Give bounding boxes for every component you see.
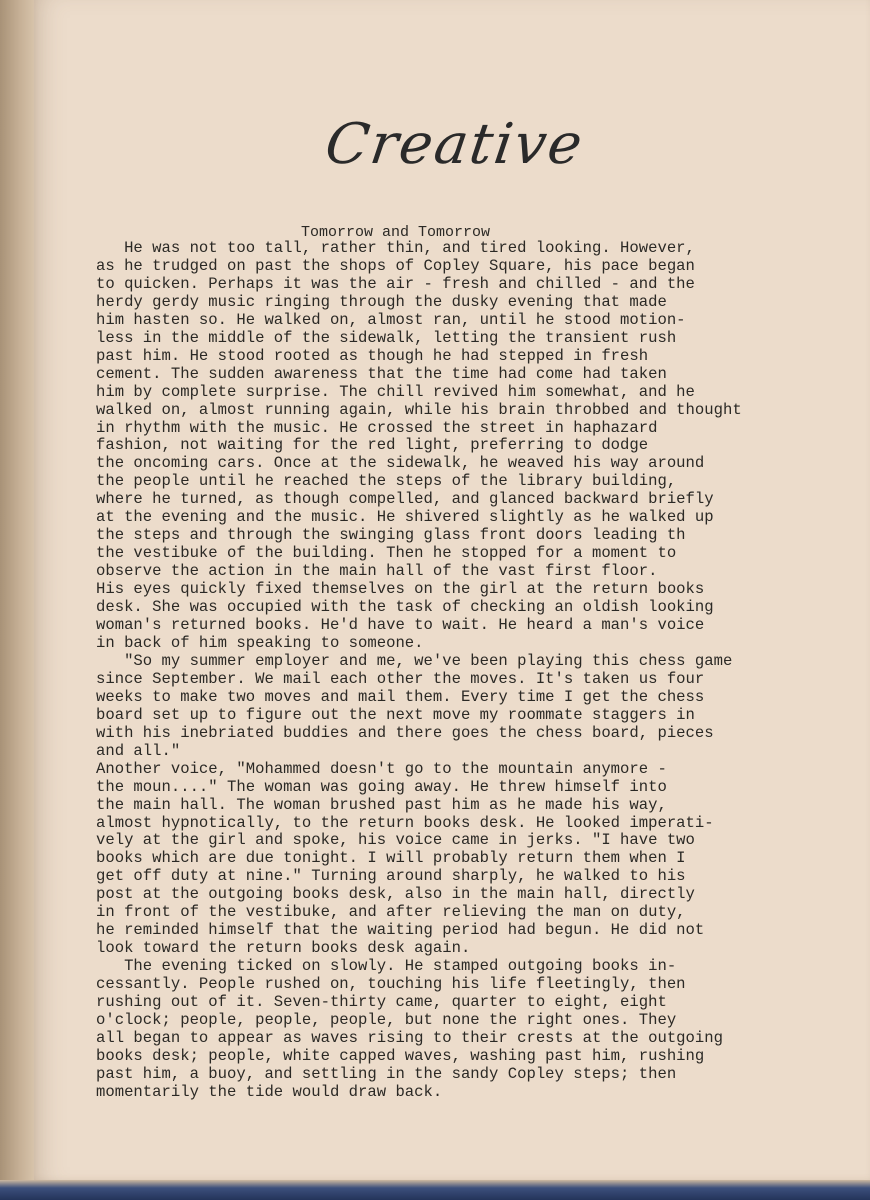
text-line: He was not too tall, rather thin, and tired looking. However,	[96, 239, 695, 257]
text-line: The evening ticked on slowly. He stamped outgoing books in-	[96, 957, 677, 976]
text-line: herdy gerdy music ringing through the dusky evening that made	[96, 292, 667, 311]
book-spine-edge	[0, 0, 36, 1200]
text-line: His eyes quickly fixed themselves on the girl at the return books	[96, 580, 705, 599]
text-line: vely at the girl and spoke, his voice came in jerks. "I have two	[96, 831, 695, 850]
text-line: woman's returned books. He'd have to wait. He heard a man's voice	[96, 616, 705, 635]
text-line: get off duty at nine." Turning around sharply, he walked to his	[96, 867, 686, 886]
text-line: to quicken. Perhaps it was the air - fresh and chilled - and the	[96, 274, 695, 293]
text-line: him hasten so. He walked on, almost ran, until he stood motion-	[96, 310, 686, 329]
text-line: look toward the return books desk again.	[96, 939, 471, 958]
text-line: and all."	[96, 741, 181, 760]
text-line: observe the action in the main hall of the vast first floor.	[96, 562, 658, 581]
text-line: in rhythm with the music. He crossed the street in haphazard	[96, 418, 658, 437]
story-title: Tomorrow and Tomorrow	[301, 224, 491, 241]
text-line: cessantly. People rushed on, touching his life fleetingly, then	[96, 975, 686, 994]
text-line: the vestibuke of the building. Then he stopped for a moment to	[96, 544, 677, 563]
text-line: board set up to figure out the next move my roommate staggers in	[96, 705, 695, 724]
section-heading: Creative	[321, 112, 588, 177]
text-line: where he turned, as though compelled, and glanced backward briefly	[96, 490, 714, 509]
text-line: the oncoming cars. Once at the sidewalk, he weaved his way around	[96, 454, 705, 473]
book-cover-bottom-edge	[0, 1180, 870, 1200]
text-line: walked on, almost running again, while his brain throbbed and thought	[96, 400, 742, 419]
text-line: Another voice, "Mohammed doesn't go to the mountain anymore -	[96, 759, 667, 778]
text-line: momentarily the tide would draw back.	[96, 1082, 443, 1101]
text-line: rushing out of it. Seven-thirty came, quarter to eight, eight	[96, 993, 667, 1012]
text-line: at the evening and the music. He shivered slightly as he walked up	[96, 508, 714, 527]
text-line: past him. He stood rooted as though he had stepped in fresh	[96, 346, 649, 365]
text-line: since September. We mail each other the moves. It's taken us four	[96, 669, 705, 688]
text-line: the steps and through the swinging glass front doors leading th	[96, 526, 686, 545]
text-line: the moun...." The woman was going away. He threw himself into	[96, 777, 667, 796]
text-line: less in the middle of the sidewalk, letting the transient rush	[96, 328, 677, 347]
text-line: books desk; people, white capped waves, washing past him, rushing	[96, 1046, 705, 1065]
text-line: with his inebriated buddies and there goes the chess board, pieces	[96, 723, 714, 742]
text-line: weeks to make two moves and mail them. Every time I get the chess	[96, 687, 705, 706]
text-line: books which are due tonight. I will probably return them when I	[96, 849, 686, 868]
text-line: past him, a buoy, and settling in the sandy Copley steps; then	[96, 1064, 677, 1083]
text-line: as he trudged on past the shops of Copley Square, his pace began	[96, 256, 695, 275]
text-line: "So my summer employer and me, we've been playing this chess game	[96, 651, 733, 670]
text-line: fashion, not waiting for the red light, preferring to dodge	[96, 436, 649, 455]
text-line: cement. The sudden awareness that the time had come had taken	[96, 364, 667, 383]
text-line: almost hypnotically, to the return books desk. He looked imperati-	[96, 813, 714, 832]
story-body	[96, 240, 846, 1102]
text-line: the people until he reached the steps of the library building,	[96, 472, 677, 491]
text-line: desk. She was occupied with the task of checking an oldish looking	[96, 598, 714, 617]
text-line: post at the outgoing books desk, also in the main hall, directly	[96, 885, 695, 904]
text-line: him by complete surprise. The chill revived him somewhat, and he	[96, 382, 695, 401]
text-line: in front of the vestibuke, and after relieving the man on duty,	[96, 903, 686, 922]
text-line: he reminded himself that the waiting period had begun. He did not	[96, 921, 705, 940]
text-line: in back of him speaking to someone.	[96, 633, 424, 652]
text-line: the main hall. The woman brushed past him as he made his way,	[96, 795, 667, 814]
text-line: all began to appear as waves rising to their crests at the outgoing	[96, 1028, 723, 1047]
text-line: o'clock; people, people, people, but none the right ones. They	[96, 1010, 677, 1029]
